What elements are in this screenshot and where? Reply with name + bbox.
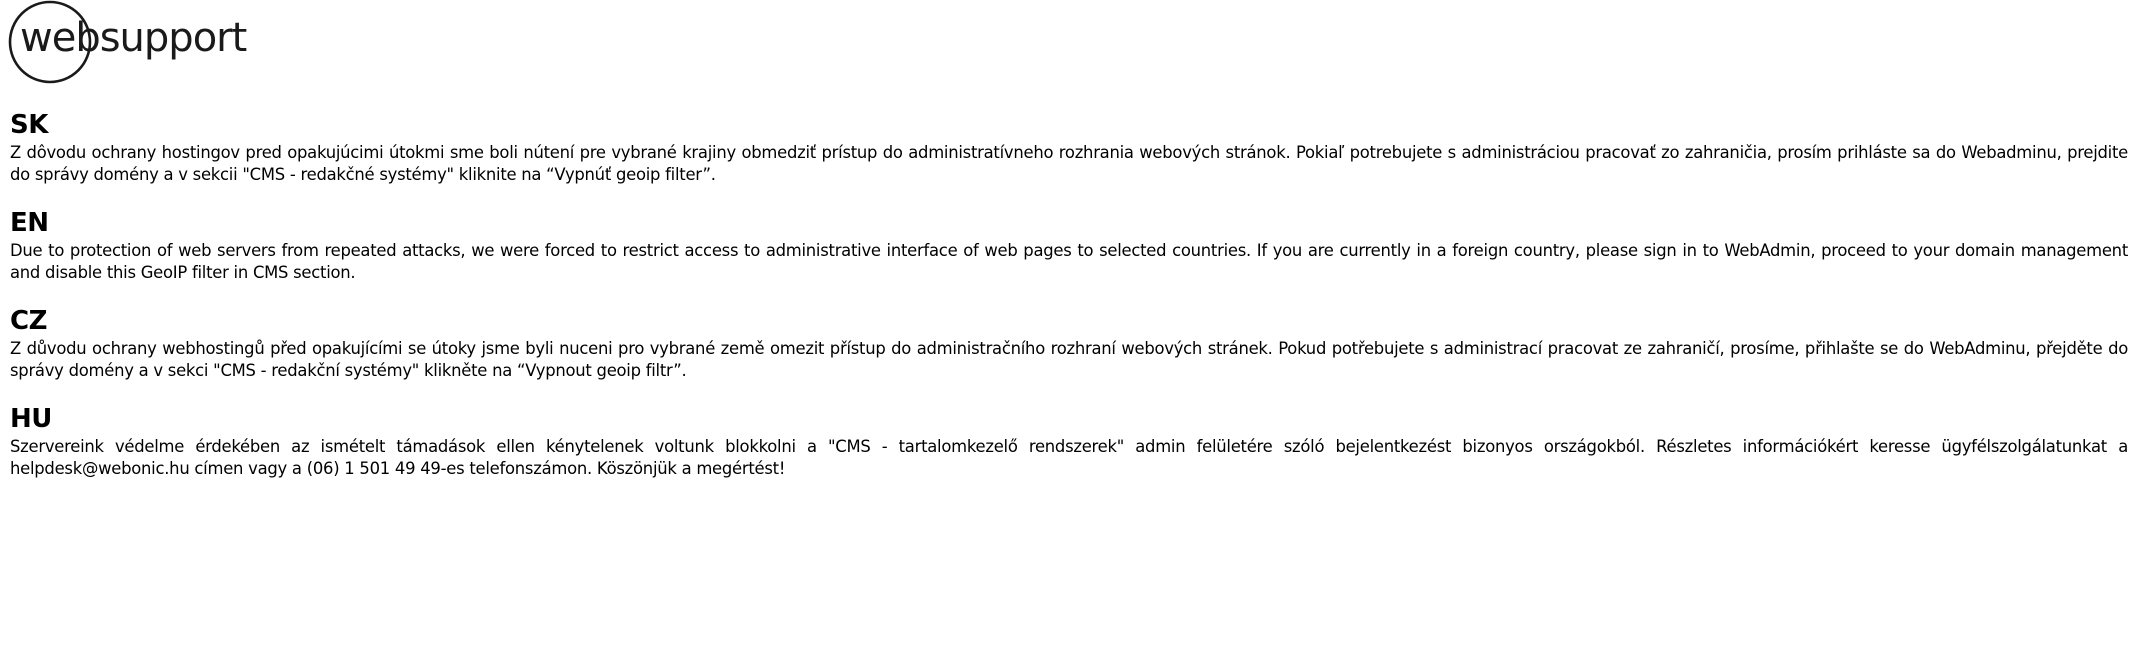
section-sk [10,110,2128,186]
section-text-cz: Z důvodu ochrany webhostingů před opakujícími se útoky jsme byli nuceni pro vybrané země omezit přístup do administračního rozhraní webových stránek. Pokud potřebujete s administrací pracovat ze zahraničí, prosíme, přihlašte se do WebAdminu, přejděte do správy domény a v sekci "CMS - redakční systémy" klikněte na “Vypnout geoip filtr”. [10,339,2128,380]
section-text-en: Due to protection of web servers from repeated attacks, we were forced to restrict access to administrative interface of web pages to selected countries. If you are currently in a foreign country, please sign in to WebAdmin, proceed to your domain management and disable this GeoIP filter in CMS section. [10,241,2128,282]
section-cz [10,306,2128,382]
section-hu [10,404,2128,480]
websupport-logo-circle-icon [8,0,288,86]
section-heading-hu: HU [10,404,52,434]
section-text-hu: Szervereink védelme érdekében az ismételt támadások ellen kénytelenek voltunk blokkolni a "CMS - tartalomkezelő rendszerek" admin felületére szóló bejelentkezést bizonyos országokból. Részletes információkért keresse ügyfélszolgálatunkat a helpdesk@webonic.hu címen vagy a (06) 1 501 49 49-es telefonszámon. Köszönjük a megértést! [10,437,2128,478]
section-en [10,208,2128,284]
section-heading-en: EN [10,208,49,238]
notice-content [10,110,2128,502]
section-heading-sk: SK [10,110,48,140]
logo-wordmark: websupport [20,15,247,61]
section-heading-cz: CZ [10,306,47,336]
websupport-logo [8,0,288,86]
section-text-sk: Z dôvodu ochrany hostingov pred opakujúcimi útokmi sme boli nútení pre vybrané krajiny obmedziť prístup do administratívneho rozhrania webových stránok. Pokiaľ potrebujete s administráciou pracovať zo zahraničia, prosím prihláste sa do Webadminu, prejdite do správy domény a v sekcii "CMS - redakčné systémy" kliknite na “Vypnúť geoip filter”. [10,143,2128,184]
